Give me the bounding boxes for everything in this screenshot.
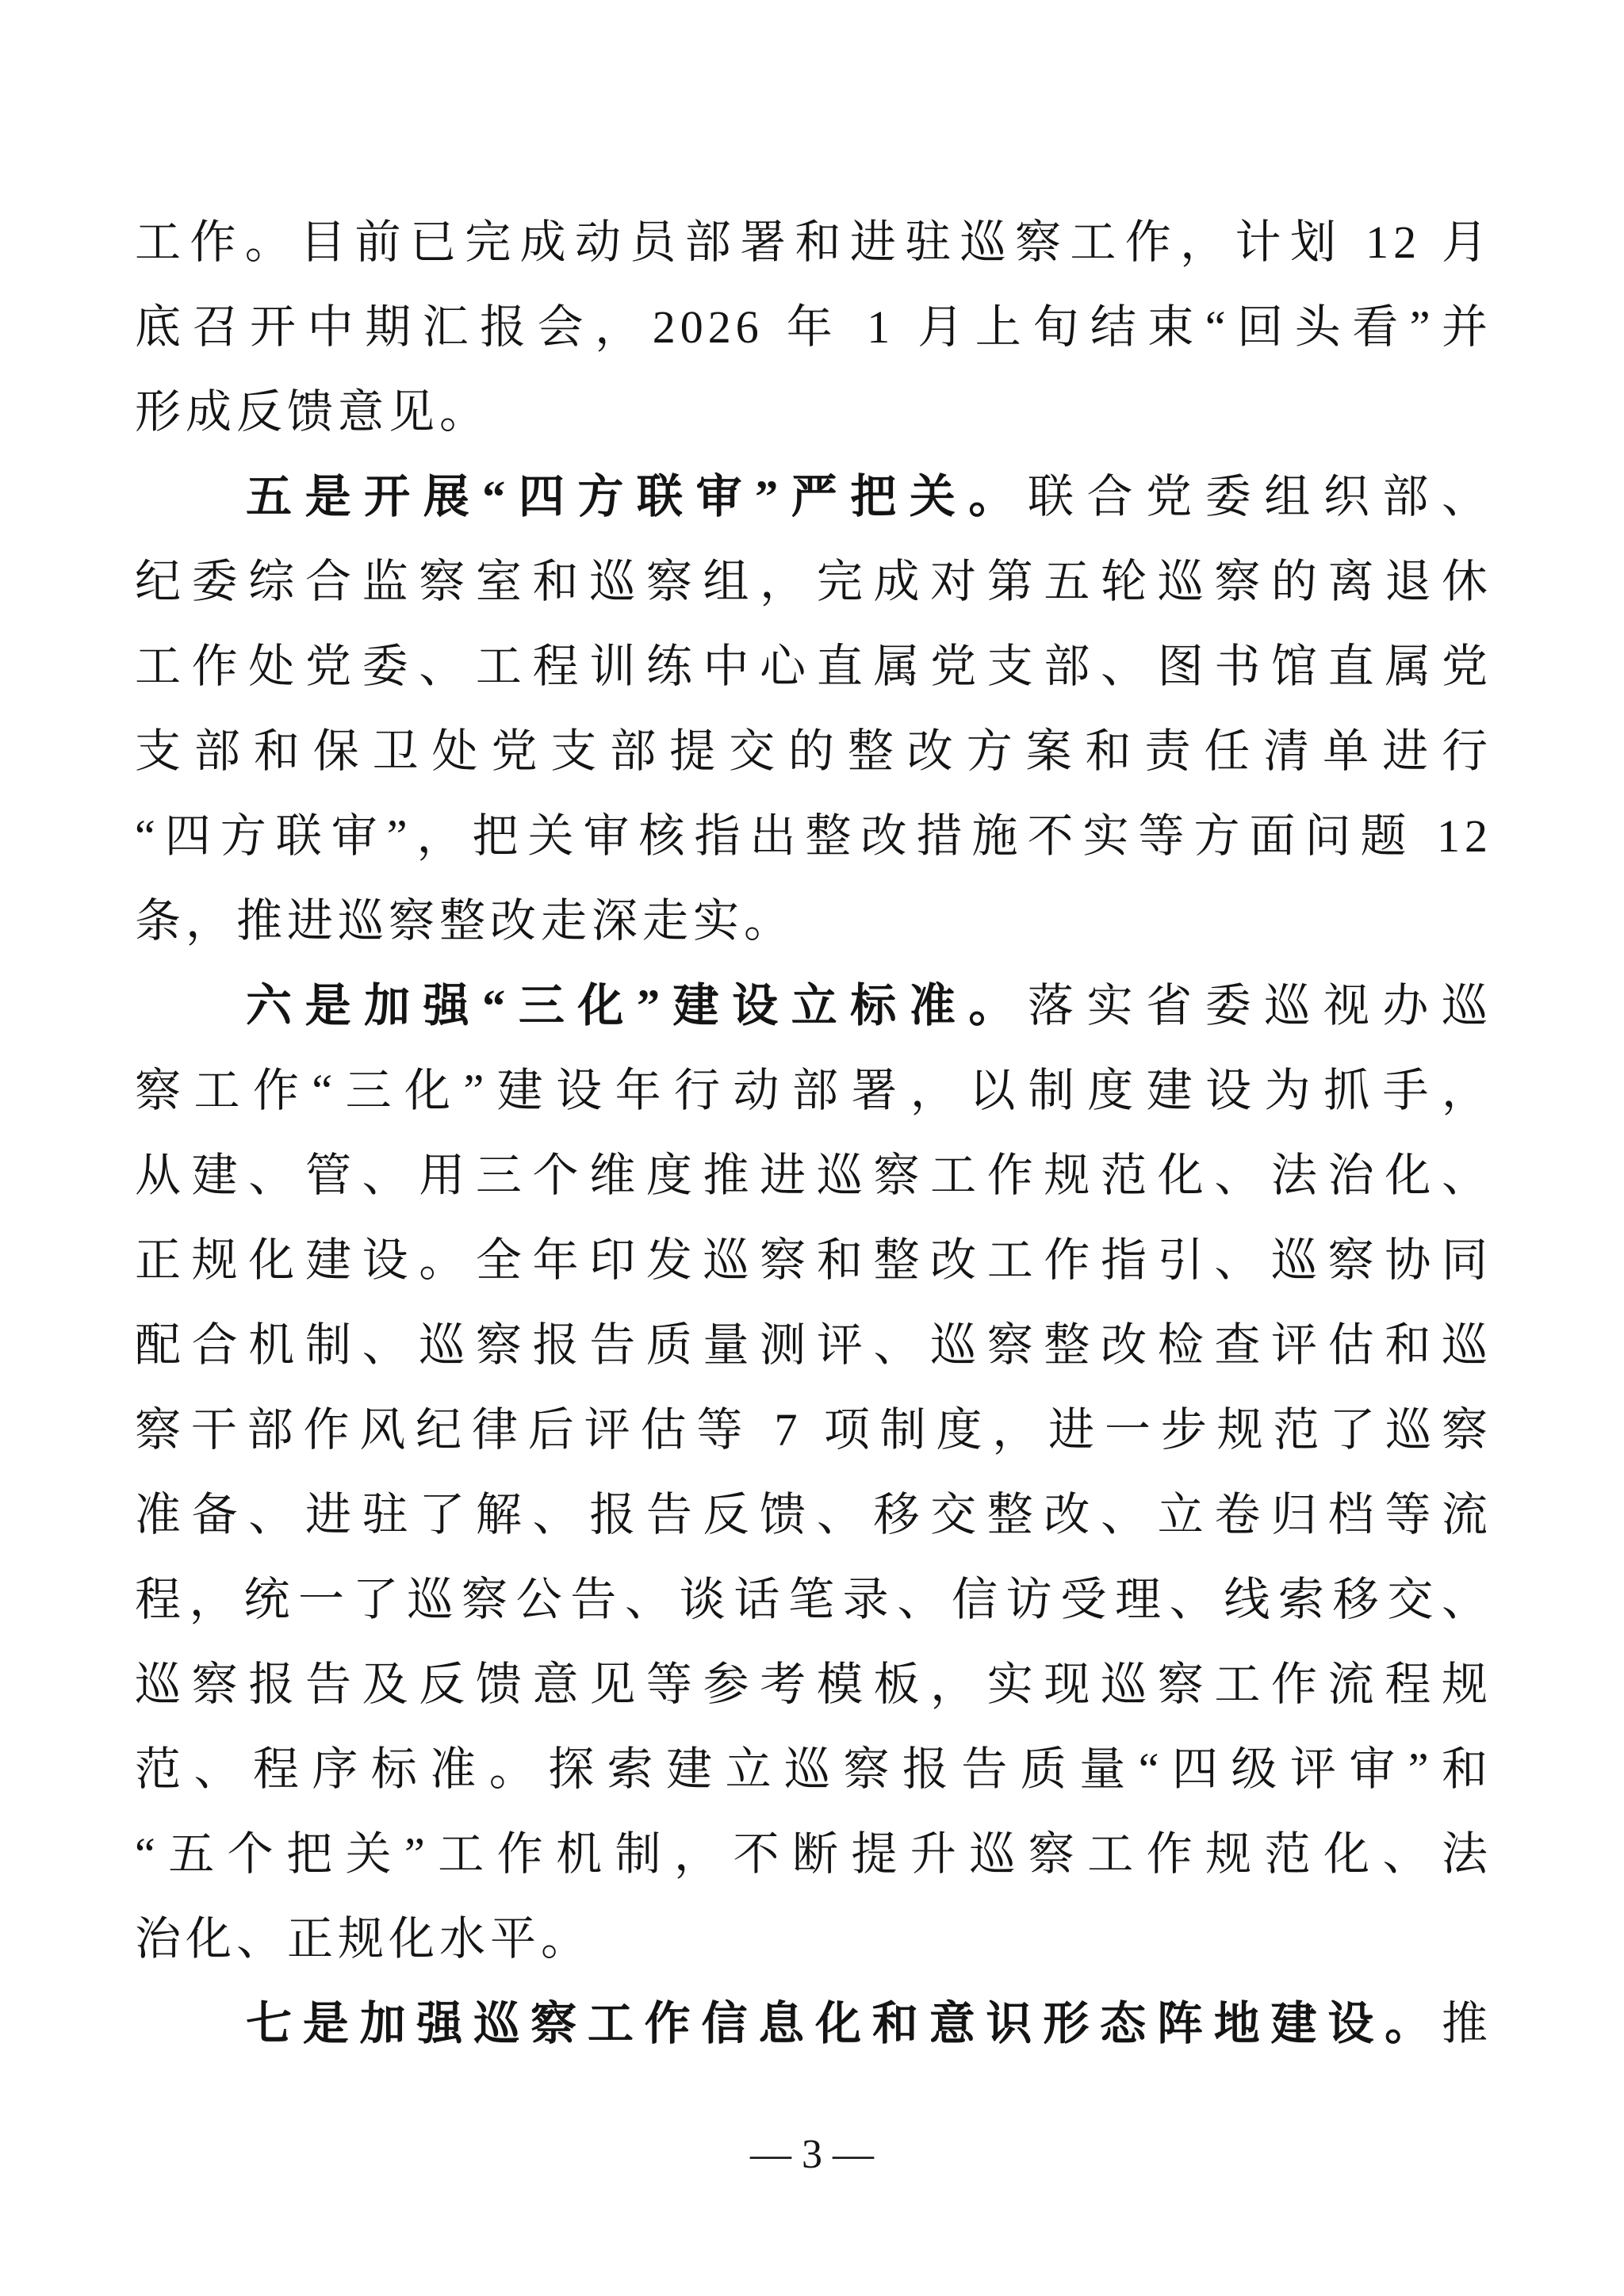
paragraph-lead-text: 五是开展“四方联审”严把关。	[246, 471, 1028, 522]
text-line	[135, 200, 1492, 285]
paragraph-lead-text: 六是加强“三化”建设立标准。	[246, 980, 1028, 1031]
paragraph-text: 程，统一了巡察公告、谈话笔录、信访受理、线索移交、	[135, 1574, 1492, 1625]
text-line	[135, 1557, 1492, 1642]
text-line	[135, 539, 1492, 624]
text-line	[135, 369, 1492, 454]
paragraph-text: 纪委综合监察室和巡察组，完成对第五轮巡察的离退休	[135, 556, 1492, 607]
document-body	[135, 200, 1492, 2066]
text-line	[135, 1896, 1492, 1981]
paragraph-text: “五个把关”工作机制，不断提升巡察工作规范化、法	[135, 1828, 1492, 1880]
paragraph-text: 察工作“三化”建设年行动部署，以制度建设为抓手，	[135, 1065, 1492, 1116]
text-line	[135, 1048, 1492, 1133]
paragraph-text: 形成反馈意见。	[135, 386, 491, 438]
paragraph-text: 治化、正规化水平。	[135, 1913, 592, 1965]
text-line	[135, 1303, 1492, 1387]
text-line	[135, 1812, 1492, 1896]
text-line	[135, 1981, 1492, 2066]
paragraph-text: 准备、进驻了解、报告反馈、移交整改、立卷归档等流	[135, 1489, 1492, 1540]
paragraph-text: 正规化建设。全年印发巡察和整改工作指引、巡察协同	[135, 1234, 1492, 1286]
paragraph-text: 联合党委组织部、	[1027, 471, 1492, 522]
text-line	[135, 285, 1492, 369]
text-line	[135, 1387, 1492, 1472]
text-line	[135, 878, 1492, 963]
paragraph-text: 察干部作风纪律后评估等 7 项制度，进一步规范了巡察	[135, 1404, 1492, 1456]
paragraph-text: 从建、管、用三个维度推进巡察工作规范化、法治化、	[135, 1150, 1492, 1201]
paragraph-text: 工作处党委、工程训练中心直属党支部、图书馆直属党	[135, 641, 1492, 692]
paragraph-lead-text: 七是加强巡察工作信息化和意识形态阵地建设。	[246, 1998, 1442, 2049]
page-footer	[0, 2131, 1624, 2179]
text-line	[135, 794, 1492, 878]
text-line	[135, 709, 1492, 794]
paragraph-text: 落实省委巡视办巡	[1027, 980, 1492, 1031]
paragraph-text: 范、程序标准。探索建立巡察报告质量“四级评审”和	[135, 1743, 1492, 1795]
text-line	[135, 1727, 1492, 1812]
page-number: — 3 —	[750, 2132, 874, 2177]
text-line	[135, 1133, 1492, 1218]
paragraph-text: 巡察报告及反馈意见等参考模板，实现巡察工作流程规	[135, 1659, 1492, 1710]
text-line	[135, 963, 1492, 1048]
paragraph-text: 配合机制、巡察报告质量测评、巡察整改检查评估和巡	[135, 1319, 1492, 1371]
text-line	[135, 624, 1492, 709]
text-line	[135, 1642, 1492, 1727]
text-line	[135, 1218, 1492, 1303]
paragraph-text: 工作。目前已完成动员部署和进驻巡察工作，计划 12 月	[135, 216, 1492, 268]
text-line	[135, 454, 1492, 539]
paragraph-text: 条，推进巡察整改走深走实。	[135, 895, 795, 947]
paragraph-text: 底召开中期汇报会，2026 年 1 月上旬结束“回头看”并	[135, 301, 1492, 353]
text-line	[135, 1472, 1492, 1557]
paragraph-text: “四方联审”，把关审核指出整改措施不实等方面问题 12	[135, 810, 1492, 862]
paragraph-text: 推	[1441, 1998, 1492, 2049]
paragraph-text: 支部和保卫处党支部提交的整改方案和责任清单进行	[135, 725, 1492, 777]
